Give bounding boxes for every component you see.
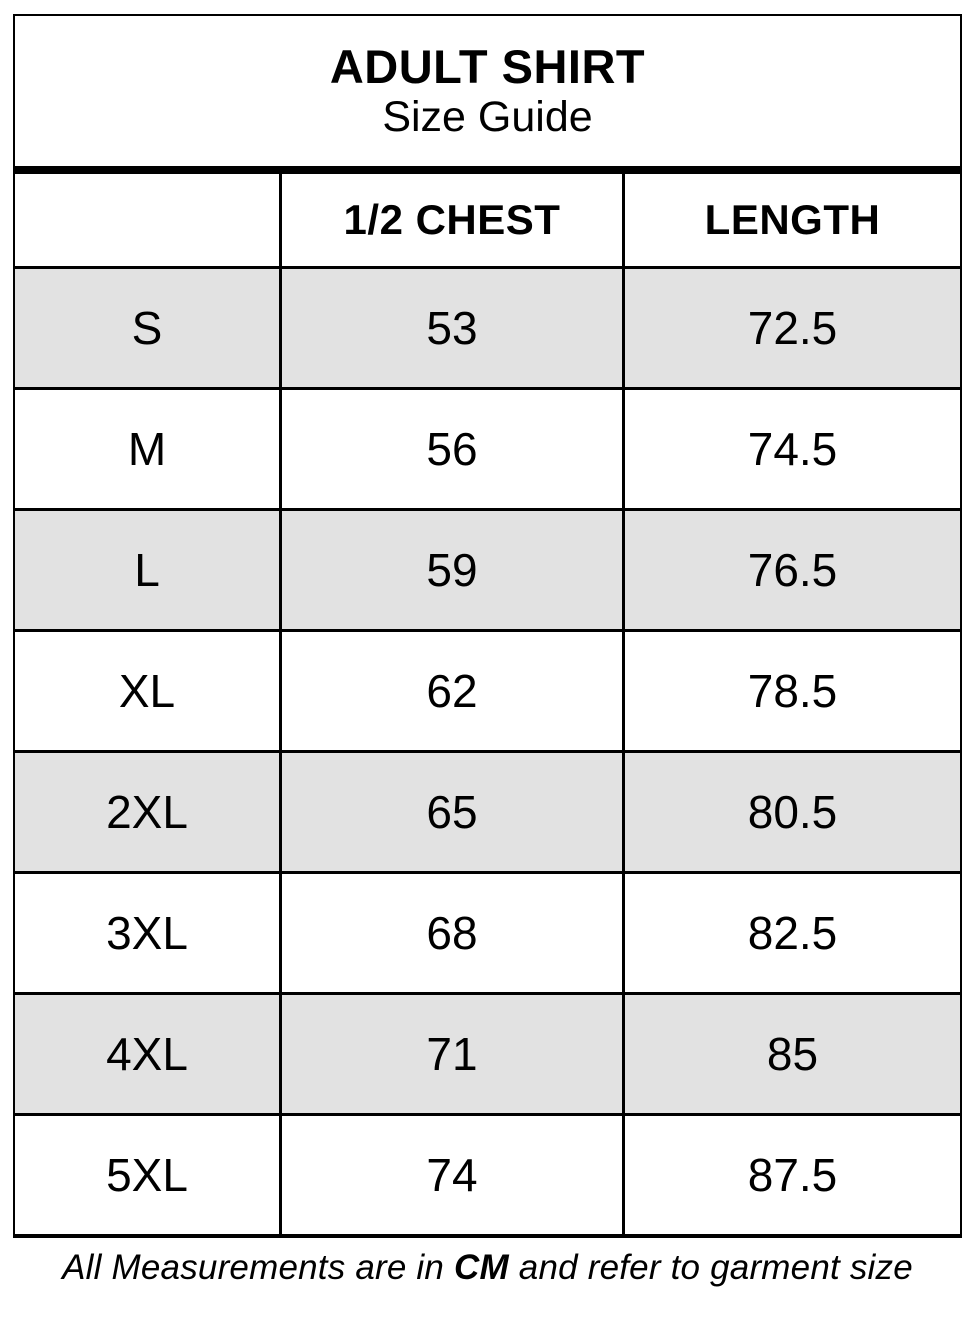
half-chest-value: 71 xyxy=(282,995,625,1113)
header-size-column xyxy=(15,174,282,266)
size-label: 4XL xyxy=(15,995,282,1113)
table-title-block xyxy=(15,16,960,166)
length-value: 82.5 xyxy=(747,907,838,959)
size-label: 5XL xyxy=(15,1116,282,1234)
size-label: L xyxy=(15,511,282,629)
table-row xyxy=(15,266,960,387)
page-title: ADULT SHIRT xyxy=(329,39,646,93)
size-label: 2XL xyxy=(15,753,282,871)
size-label: 3XL xyxy=(15,874,282,992)
length-value: 72.5 xyxy=(747,302,838,354)
page-subtitle: Size Guide xyxy=(382,93,593,142)
table-row xyxy=(15,629,960,750)
table-row xyxy=(15,871,960,992)
half-chest-value: 56 xyxy=(282,390,625,508)
half-chest-value: 59 xyxy=(282,511,625,629)
footer-note xyxy=(0,1248,975,1288)
length-value: 80.5 xyxy=(747,786,838,838)
table-row xyxy=(15,387,960,508)
table-row xyxy=(15,1113,960,1234)
half-chest-value: 53 xyxy=(282,269,625,387)
size-label: M xyxy=(15,390,282,508)
length-value: 76.5 xyxy=(747,544,838,596)
half-chest-value: 65 xyxy=(282,753,625,871)
footer-unit: CM xyxy=(454,1248,509,1287)
table-body xyxy=(15,266,960,1234)
half-chest-value: 62 xyxy=(282,632,625,750)
table-row xyxy=(15,992,960,1113)
length-value: 74.5 xyxy=(747,423,838,475)
length-value: 78.5 xyxy=(747,665,838,717)
footer-text-after: and refer to garment size xyxy=(518,1248,913,1287)
size-guide-table xyxy=(13,14,962,1238)
half-chest-value: 74 xyxy=(282,1116,625,1234)
size-label: XL xyxy=(15,632,282,750)
table-row xyxy=(15,750,960,871)
header-length-column: LENGTH xyxy=(704,196,881,243)
header-half-chest-column: 1/2 CHEST xyxy=(282,174,625,266)
title-divider xyxy=(15,166,960,174)
table-row xyxy=(15,508,960,629)
table-header-row xyxy=(15,174,960,266)
length-value: 85 xyxy=(766,1028,819,1080)
half-chest-value: 68 xyxy=(282,874,625,992)
length-value: 87.5 xyxy=(747,1149,838,1201)
size-label: S xyxy=(15,269,282,387)
footer-text-before: All Measurements are in xyxy=(62,1248,445,1287)
